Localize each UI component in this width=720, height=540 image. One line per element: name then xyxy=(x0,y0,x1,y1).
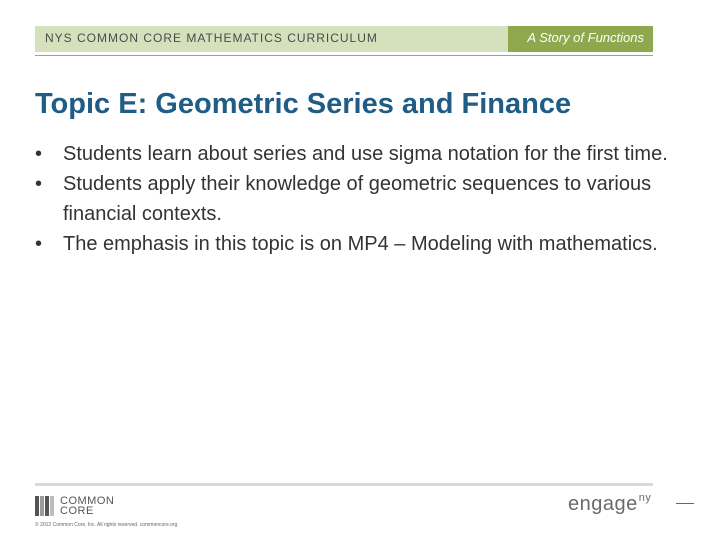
header-divider xyxy=(35,55,653,56)
copyright-notice: © 2012 Common Core, Inc. All rights reserved. commoncore.org xyxy=(35,522,178,528)
bullet-marker: • xyxy=(35,233,43,255)
series-label: A Story of Functions xyxy=(527,30,644,45)
curriculum-label: NYS COMMON CORE MATHEMATICS CURRICULUM xyxy=(45,31,378,45)
common-core-wordmark xyxy=(60,496,114,516)
bullet-text: Students apply their knowledge of geometric sequences to various financial contexts. xyxy=(63,173,652,225)
logo-line-2: CORE xyxy=(60,505,94,517)
engageny-logo xyxy=(568,492,651,516)
bullet-text: The emphasis in this topic is on MP4 – Modeling with mathematics. xyxy=(63,233,658,255)
bullet-text: Students learn about series and use sigma notation for the first time. xyxy=(63,143,668,165)
footer-bar xyxy=(35,483,653,486)
bullet-list xyxy=(35,139,695,259)
bullet-item xyxy=(35,169,695,229)
common-core-mark-icon xyxy=(35,496,54,516)
bullet-item xyxy=(35,229,695,259)
engage-wordmark: engage xyxy=(568,493,638,515)
bullet-marker: • xyxy=(35,143,43,165)
bullet-marker: • xyxy=(35,173,43,195)
slide-title: Topic E: Geometric Series and Finance xyxy=(35,88,572,120)
common-core-logo xyxy=(35,495,114,517)
bullet-item xyxy=(35,139,695,169)
footer-divider xyxy=(676,503,694,504)
logo-line-1: COMMON xyxy=(60,495,115,507)
ny-superscript: ny xyxy=(638,492,652,504)
